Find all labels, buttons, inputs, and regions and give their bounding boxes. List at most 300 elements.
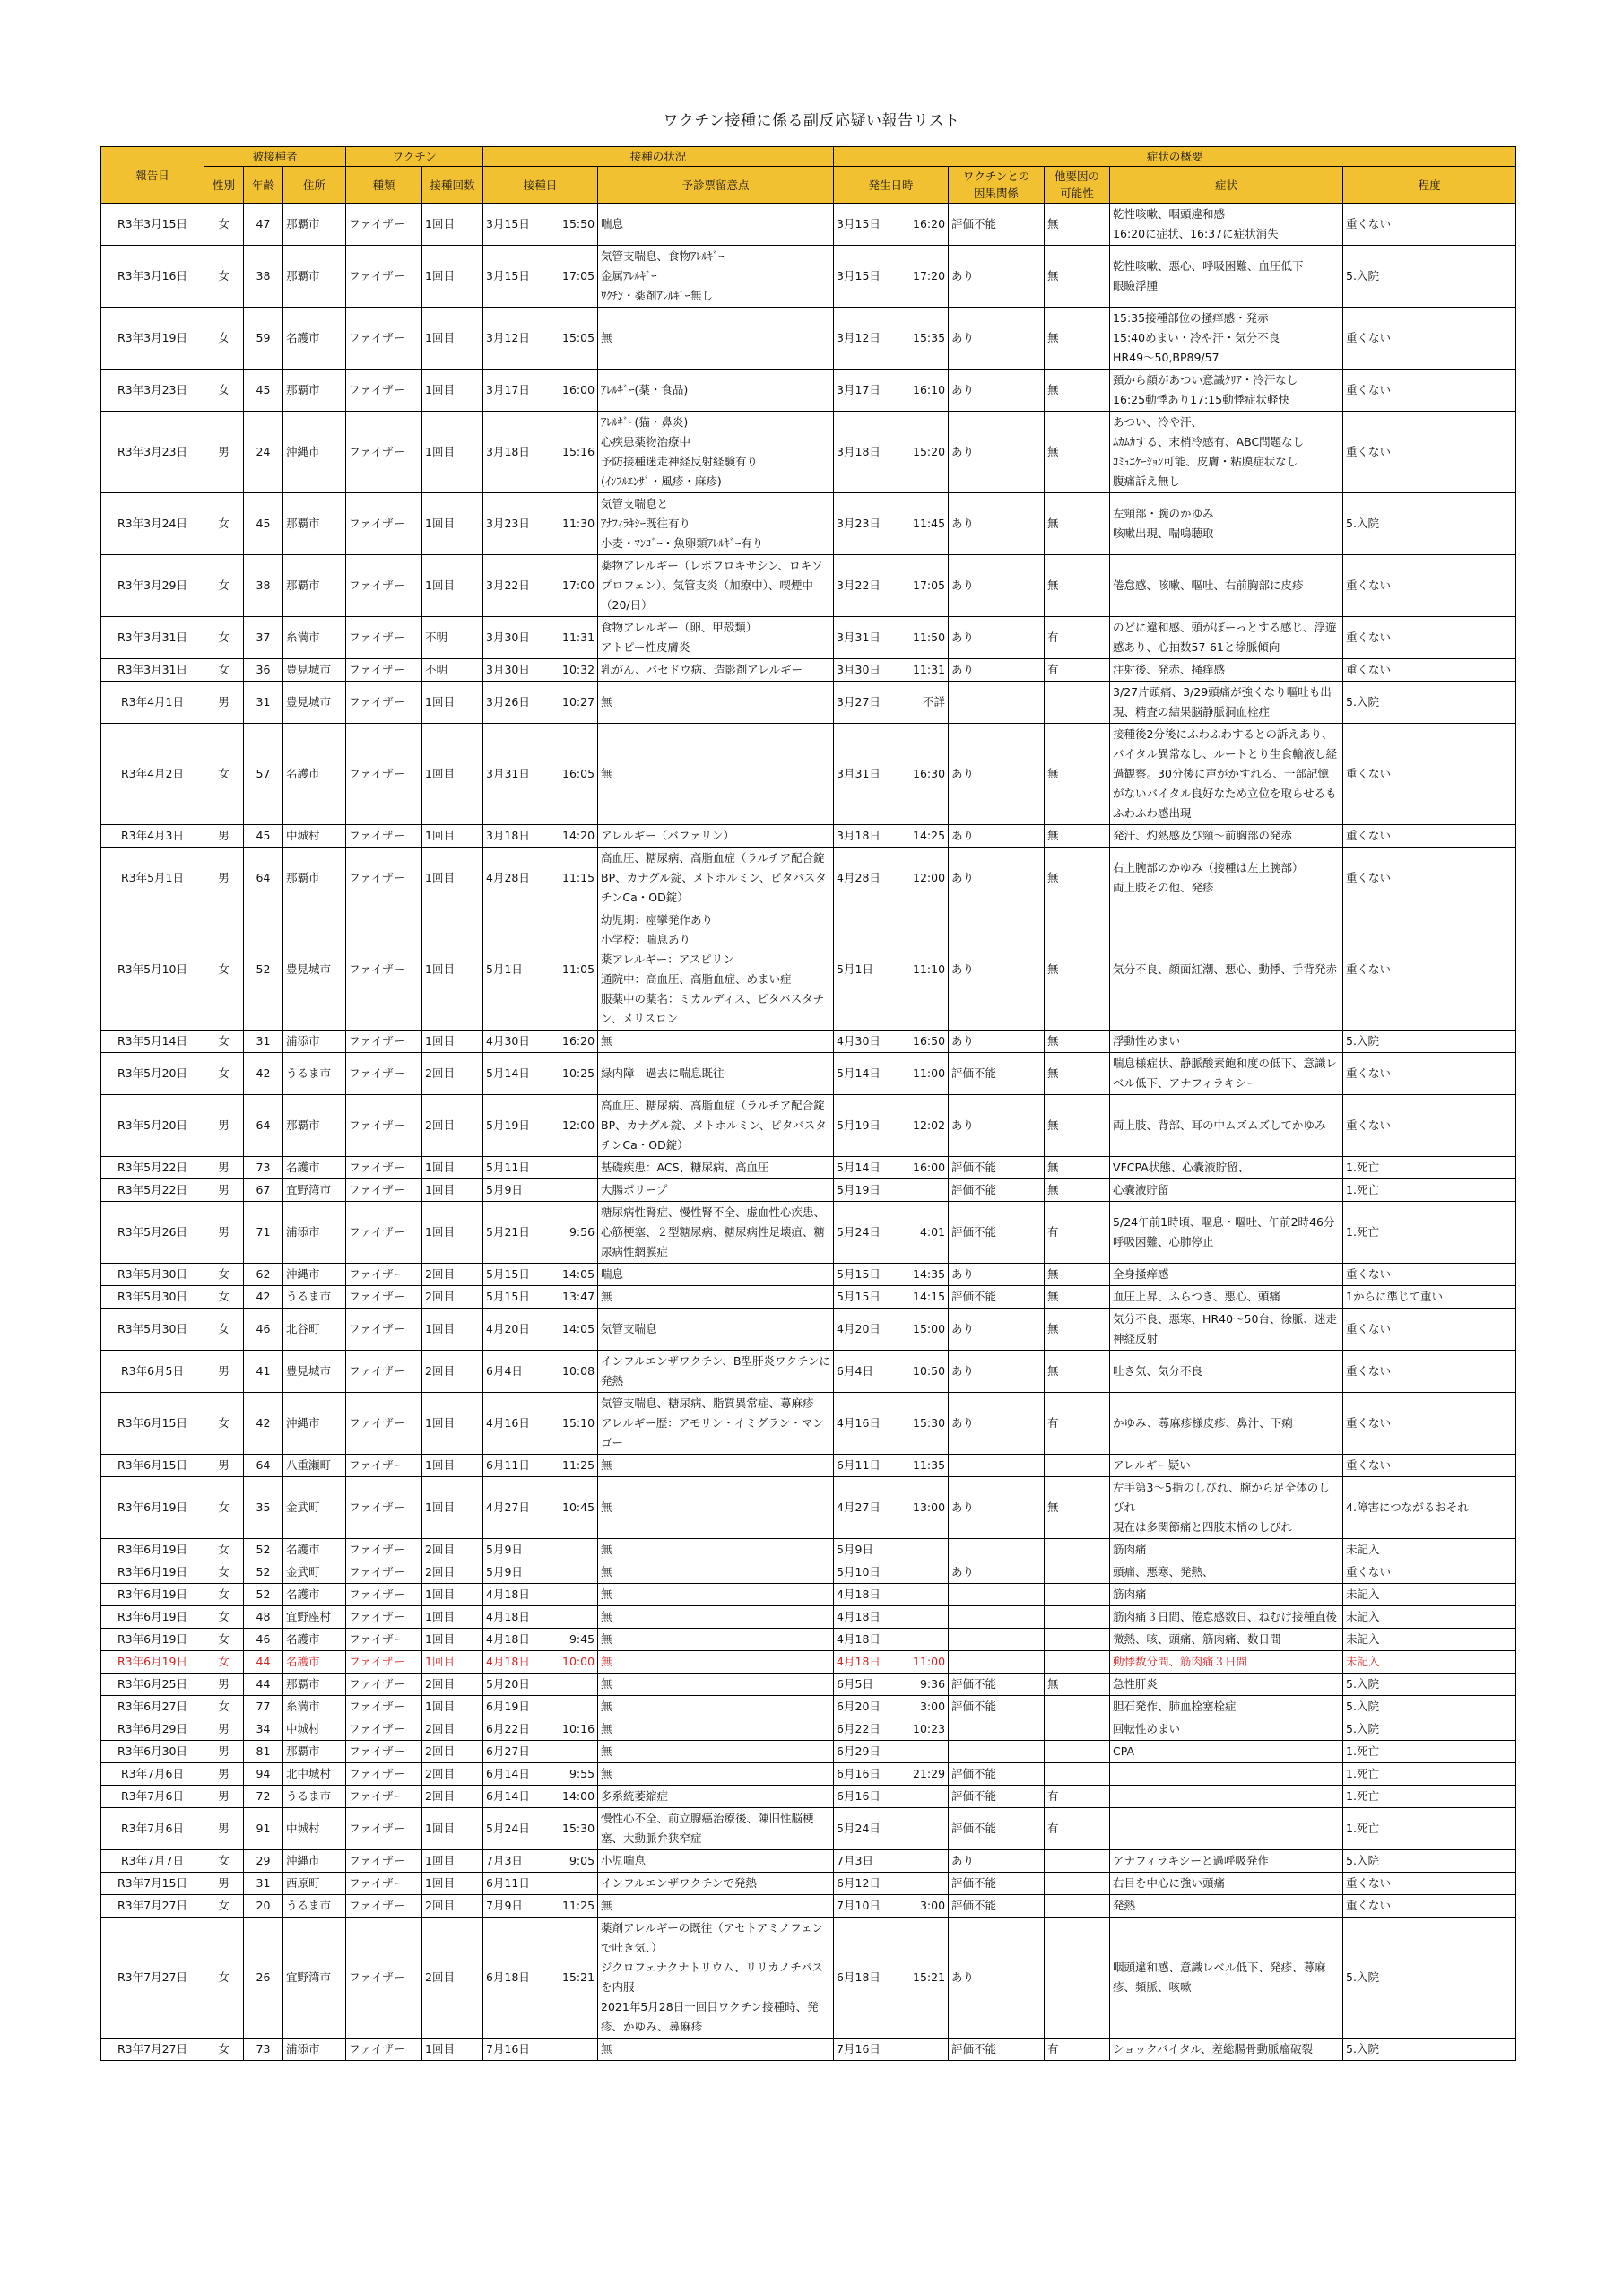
table-row [101,412,1516,493]
cell-causality: あり [949,1031,1045,1053]
cell-other-cause: 無 [1045,1674,1110,1696]
cell-age: 31 [244,1031,283,1053]
cell-address: うるま市 [283,1053,346,1095]
cell-symptom: 注射後、発赤、掻痒感 [1110,659,1343,682]
cell-age: 52 [244,909,283,1031]
cell-onset-day: 3月23日 [837,517,881,530]
cell-causality: あり [949,1918,1045,2039]
cell-dose: 1回目 [422,1584,483,1606]
cell-notes: 幼児期：痙攣発作あり 小学校：喘息あり 薬アレルギー：アスピリン 通院中：高血圧、高脂血症、めまい症 服薬中の薬名：ミカルディス、ピタバスタチン、メリスロン [598,909,834,1031]
cell-symptom: 喘息様症状、静脈酸素飽和度の低下、意識レベル低下、アナフィラキシー [1110,1053,1343,1095]
header-column-row [101,167,1516,204]
cell-address: 那覇市 [283,493,346,555]
table-row [101,1741,1516,1763]
cell-symptom: 筋肉痛３日間、倦怠感数日、ねむけ接種直後 [1110,1606,1343,1629]
cell-onset [834,1873,949,1895]
cell-onset-day: 3月12日 [837,331,881,344]
cell-vacc-date-day: 3月12日 [486,331,530,344]
cell-severity: 1.死亡 [1343,1157,1516,1179]
cell-onset [834,308,949,370]
table-row [101,1584,1516,1606]
cell-causality: あり [949,493,1045,555]
cell-vacc-date-day: 4月27日 [486,1500,530,1514]
cell-onset-day: 5月10日 [837,1565,881,1578]
cell-onset [834,370,949,412]
cell-notes: 気管支喘息、糖尿病、脂質異常症、蕁麻疹 アレルギー歴：アモリン・イミグラン・マンゴー [598,1393,834,1455]
cell-severity: 重くない [1343,909,1516,1031]
cell-sex: 男 [204,1157,244,1179]
cell-severity: 5.入院 [1343,1918,1516,2039]
cell-report-date: R3年7月6日 [101,1786,204,1808]
cell-symptom: 血圧上昇、ふらつき、悪心、頭痛 [1110,1286,1343,1309]
cell-address: 那覇市 [283,204,346,246]
cell-severity: 4.障害につながるおそれ [1343,1477,1516,1539]
header-group-symptom: 症状の概要 [834,147,1516,167]
cell-notes: 無 [598,1696,834,1718]
cell-report-date: R3年5月22日 [101,1179,204,1202]
cell-report-date: R3年3月31日 [101,617,204,659]
cell-sex: 女 [204,1696,244,1718]
cell-symptom: 頚から顔があつい意識ｸﾘｱ・冷汗なし 16:25動悸あり17:15動悸症状軽快 [1110,370,1343,412]
table-row [101,1202,1516,1264]
cell-vaccine-type: ファイザー [346,1741,422,1763]
cell-causality: あり [949,1850,1045,1873]
cell-severity: 未記入 [1343,1584,1516,1606]
cell-dose: 2回目 [422,1718,483,1741]
cell-vacc-date-day: 3月31日 [486,767,530,780]
cell-other-cause [1045,1696,1110,1718]
header-group-row [101,147,1516,167]
cell-report-date: R3年6月15日 [101,1393,204,1455]
cell-vacc-date-day: 5月15日 [486,1267,530,1281]
cell-onset-day: 6月16日 [837,1789,881,1803]
cell-onset-day: 7月3日 [837,1854,873,1867]
table-row [101,1053,1516,1095]
cell-sex: 男 [204,1786,244,1808]
cell-age: 52 [244,1539,283,1561]
cell-vacc-date-day: 3月15日 [486,269,530,283]
cell-address: 豊見城市 [283,682,346,724]
cell-vacc-date [483,825,598,848]
cell-vaccine-type: ファイザー [346,412,422,493]
cell-vacc-date-time: 11:15 [562,871,595,884]
cell-vaccine-type: ファイザー [346,1674,422,1696]
cell-vaccine-type: ファイザー [346,1455,422,1477]
cell-severity: 重くない [1343,1053,1516,1095]
cell-dose: 1回目 [422,1455,483,1477]
cell-address: うるま市 [283,1286,346,1309]
cell-severity: 重くない [1343,412,1516,493]
cell-causality [949,1539,1045,1561]
cell-onset [834,1202,949,1264]
cell-onset-day: 4月30日 [837,1034,881,1048]
cell-other-cause: 無 [1045,1179,1110,1202]
cell-vacc-date-day: 4月18日 [486,1655,530,1668]
cell-severity: 1.死亡 [1343,1202,1516,1264]
cell-onset-day: 5月19日 [837,1183,881,1196]
cell-vacc-date-time: 15:05 [562,331,595,344]
cell-vacc-date-day: 4月18日 [486,1610,530,1623]
cell-age: 26 [244,1918,283,2039]
cell-causality: 評価不能 [949,1808,1045,1850]
cell-dose: 1回目 [422,1651,483,1674]
cell-notes: 無 [598,1606,834,1629]
cell-vacc-date-time: 16:05 [562,767,595,780]
cell-other-cause: 無 [1045,1286,1110,1309]
cell-severity: 5.入院 [1343,2039,1516,2061]
cell-address: 糸満市 [283,1696,346,1718]
cell-onset [834,246,949,308]
cell-vacc-date-day: 5月24日 [486,1822,530,1835]
cell-onset-time: 10:50 [913,1364,946,1378]
cell-sex: 男 [204,1674,244,1696]
cell-vacc-date [483,370,598,412]
cell-vacc-date-day: 5月14日 [486,1066,530,1080]
cell-notes: 高血圧、糖尿病、高脂血症（ラルチア配合錠BP、カナグル錠、メトホルミン、ピタバスタチンCa・OD錠） [598,1095,834,1157]
cell-age: 34 [244,1718,283,1741]
cell-age: 31 [244,682,283,724]
cell-vaccine-type: ファイザー [346,1031,422,1053]
cell-sex: 男 [204,1873,244,1895]
cell-onset-time: 14:35 [913,1267,946,1281]
cell-onset [834,617,949,659]
cell-onset [834,1674,949,1696]
table-row [101,1918,1516,2039]
cell-onset-day: 3月22日 [837,578,881,592]
cell-sex: 女 [204,617,244,659]
cell-sex: 女 [204,370,244,412]
cell-onset-day: 6月20日 [837,1700,881,1713]
cell-severity: 重くない [1343,825,1516,848]
cell-notes: 無 [598,1718,834,1741]
cell-vacc-date [483,909,598,1031]
cell-age: 36 [244,659,283,682]
cell-symptom: 頭痛、悪寒、発熱、 [1110,1561,1343,1584]
cell-notes: 無 [598,1584,834,1606]
cell-vacc-date [483,1264,598,1286]
cell-onset [834,204,949,246]
cell-vaccine-type: ファイザー [346,1539,422,1561]
cell-vaccine-type: ファイザー [346,1606,422,1629]
cell-report-date: R3年5月26日 [101,1202,204,1264]
cell-sex: 男 [204,412,244,493]
cell-vaccine-type: ファイザー [346,1850,422,1873]
cell-onset [834,493,949,555]
cell-vacc-date-day: 3月23日 [486,517,530,530]
cell-other-cause [1045,1718,1110,1741]
cell-severity: 重くない [1343,617,1516,659]
table-row [101,493,1516,555]
cell-symptom: 乾性咳嗽、悪心、呼吸困難、血圧低下 眼瞼浮腫 [1110,246,1343,308]
cell-vacc-date-day: 4月18日 [486,1587,530,1601]
cell-sex: 男 [204,1808,244,1850]
cell-vaccine-type: ファイザー [346,1095,422,1157]
cell-vaccine-type: ファイザー [346,1763,422,1786]
cell-symptom: 5/24午前1時頃、嘔息・嘔吐、午前2時46分呼吸困難、心肺停止 [1110,1202,1343,1264]
cell-severity: 重くない [1343,1455,1516,1477]
cell-severity: 重くない [1343,204,1516,246]
header-notes: 予診票留意点 [598,167,834,204]
cell-onset-time: 11:31 [913,663,946,676]
header-report-date: 報告日 [101,147,204,204]
header-causality: ワクチンとの 因果関係 [949,167,1045,204]
cell-other-cause [1045,1918,1110,2039]
cell-onset [834,1264,949,1286]
cell-causality: あり [949,659,1045,682]
cell-dose: 1回目 [422,1696,483,1718]
cell-onset-day: 3月30日 [837,663,881,676]
table-row [101,1895,1516,1918]
cell-severity: 5.入院 [1343,1031,1516,1053]
cell-age: 24 [244,412,283,493]
header-address: 住所 [283,167,346,204]
cell-report-date: R3年5月22日 [101,1157,204,1179]
table-row [101,1031,1516,1053]
cell-causality: 評価不能 [949,1179,1045,1202]
cell-vaccine-type: ファイザー [346,1393,422,1455]
cell-other-cause: 無 [1045,825,1110,848]
cell-severity: 重くない [1343,1393,1516,1455]
cell-report-date: R3年5月30日 [101,1286,204,1309]
cell-vacc-date-time: 10:32 [562,663,595,676]
cell-report-date: R3年4月1日 [101,682,204,724]
cell-address: 西原町 [283,1873,346,1895]
cell-notes: 無 [598,724,834,825]
cell-other-cause [1045,1455,1110,1477]
cell-dose: 2回目 [422,1741,483,1763]
cell-vacc-date-time: 10:00 [562,1655,595,1668]
cell-vacc-date-time: 15:10 [562,1416,595,1430]
cell-vacc-date-time: 9:05 [568,1854,595,1867]
cell-dose: 2回目 [422,1763,483,1786]
cell-vacc-date-time: 14:05 [562,1267,595,1281]
cell-sex: 男 [204,1351,244,1393]
cell-vacc-date [483,246,598,308]
cell-vaccine-type: ファイザー [346,2039,422,2061]
cell-dose: 1回目 [422,308,483,370]
cell-vacc-date [483,1539,598,1561]
cell-causality: 評価不能 [949,1873,1045,1895]
cell-severity: 重くない [1343,370,1516,412]
cell-onset-time: 16:10 [913,383,946,396]
cell-dose: 1回目 [422,1629,483,1651]
cell-sex: 女 [204,1393,244,1455]
cell-other-cause [1045,1629,1110,1651]
cell-vacc-date-day: 6月27日 [486,1744,530,1758]
cell-dose: 1回目 [422,246,483,308]
cell-severity: 重くない [1343,1895,1516,1918]
cell-dose: 2回目 [422,1786,483,1808]
cell-vacc-date [483,1561,598,1584]
table-row [101,1095,1516,1157]
cell-other-cause [1045,1895,1110,1918]
cell-address: 豊見城市 [283,909,346,1031]
cell-report-date: R3年6月25日 [101,1674,204,1696]
cell-sex: 女 [204,555,244,617]
cell-vacc-date-day: 6月18日 [486,1970,530,1984]
cell-age: 45 [244,825,283,848]
cell-vacc-date [483,412,598,493]
cell-sex: 男 [204,682,244,724]
cell-vacc-date-time: 15:16 [562,445,595,458]
cell-vacc-date [483,1202,598,1264]
cell-causality [949,1606,1045,1629]
cell-dose: 1回目 [422,848,483,909]
cell-address: 那覇市 [283,1095,346,1157]
cell-age: 73 [244,2039,283,2061]
cell-notes: 無 [598,1561,834,1584]
cell-vacc-date-time: 14:05 [562,1322,595,1335]
cell-address: 那覇市 [283,370,346,412]
cell-vaccine-type: ファイザー [346,1786,422,1808]
cell-symptom: アレルギー疑い [1110,1455,1343,1477]
cell-dose: 2回目 [422,1895,483,1918]
cell-symptom: 3/27片頭痛、3/29頭痛が強くなり嘔吐も出現、精査の結果脳静脈洞血栓症 [1110,682,1343,724]
table-row [101,1674,1516,1696]
cell-notes: 薬物アレルギー（レボフロキサシン、ロキソプロフェン）、気管支炎（加療中）、喫煙中（20/日） [598,555,834,617]
cell-vacc-date-day: 3月17日 [486,383,530,396]
cell-dose: 1回目 [422,204,483,246]
cell-severity: 重くない [1343,308,1516,370]
cell-onset [834,555,949,617]
cell-onset-day: 3月17日 [837,383,881,396]
cell-address: 那覇市 [283,848,346,909]
cell-vacc-date-day: 7月3日 [486,1854,523,1867]
cell-report-date: R3年5月10日 [101,909,204,1031]
cell-onset [834,1651,949,1674]
table-row [101,909,1516,1031]
cell-vacc-date [483,1651,598,1674]
cell-causality: あり [949,617,1045,659]
cell-vacc-date [483,1674,598,1696]
cell-symptom: 発汗、灼熱感及び頸～前胸部の発赤 [1110,825,1343,848]
cell-causality: あり [949,1264,1045,1286]
cell-vaccine-type: ファイザー [346,1179,422,1202]
cell-symptom: のどに違和感、頭がぼーっとする感じ、浮遊感あり、心拍数57-61と徐脈傾向 [1110,617,1343,659]
cell-vacc-date-time: 12:00 [562,1118,595,1132]
cell-symptom: 筋肉痛 [1110,1539,1343,1561]
table-row [101,1309,1516,1351]
cell-age: 59 [244,308,283,370]
cell-notes: アレルギー（バファリン） [598,825,834,848]
cell-vacc-date [483,1741,598,1763]
cell-vacc-date [483,1584,598,1606]
cell-onset [834,1718,949,1741]
cell-notes: 無 [598,1741,834,1763]
cell-symptom [1110,1786,1343,1808]
cell-notes: 無 [598,1539,834,1561]
cell-vacc-date-time: 15:50 [562,217,595,230]
cell-other-cause: 無 [1045,1477,1110,1539]
cell-age: 64 [244,1095,283,1157]
cell-causality: あり [949,1477,1045,1539]
cell-report-date: R3年3月31日 [101,659,204,682]
cell-sex: 女 [204,1053,244,1095]
cell-age: 42 [244,1286,283,1309]
cell-onset-time: 11:10 [913,962,946,976]
cell-vacc-date-time: 14:00 [562,1789,595,1803]
cell-vaccine-type: ファイザー [346,1895,422,1918]
cell-sex: 女 [204,246,244,308]
cell-vaccine-type: ファイザー [346,1264,422,1286]
cell-vacc-date-day: 5月1日 [486,962,523,976]
cell-dose: 不明 [422,659,483,682]
cell-dose: 1回目 [422,370,483,412]
cell-sex: 女 [204,1477,244,1539]
cell-severity: 1.死亡 [1343,1786,1516,1808]
cell-causality: あり [949,825,1045,848]
cell-age: 41 [244,1351,283,1393]
cell-dose: 1回目 [422,1873,483,1895]
cell-onset-day: 5月9日 [837,1543,873,1556]
cell-notes: 無 [598,1629,834,1651]
cell-other-cause: 無 [1045,555,1110,617]
cell-symptom: 胆石発作、肺血栓塞栓症 [1110,1696,1343,1718]
cell-onset-day: 5月1日 [837,962,873,976]
cell-onset-day: 6月11日 [837,1458,881,1472]
cell-symptom: 発熱 [1110,1895,1343,1918]
cell-notes: 気管支喘息と ｱﾅﾌｨﾗｷｼｰ既往有り 小麦・ﾏﾝｺﾞｰ・魚卵類ｱﾚﾙｷﾞｰ有り [598,493,834,555]
cell-other-cause: 無 [1045,1053,1110,1095]
cell-vacc-date-day: 3月18日 [486,445,530,458]
cell-age: 31 [244,1873,283,1895]
cell-causality: 評価不能 [949,1895,1045,1918]
cell-report-date: R3年6月19日 [101,1584,204,1606]
cell-onset-time: 15:30 [913,1416,946,1430]
cell-notes: 小児喘息 [598,1850,834,1873]
cell-notes: 無 [598,1031,834,1053]
cell-report-date: R3年3月15日 [101,204,204,246]
cell-vacc-date-time: 10:25 [562,1066,595,1080]
cell-vacc-date-day: 5月11日 [486,1161,530,1174]
cell-notes: ｱﾚﾙｷﾞｰ(薬・食品) [598,370,834,412]
cell-age: 57 [244,724,283,825]
cell-symptom: 左頸部・腕のかゆみ 咳嗽出現、喘鳴聴取 [1110,493,1343,555]
cell-vacc-date-day: 4月16日 [486,1416,530,1430]
cell-vacc-date-time: 9:55 [568,1767,595,1780]
cell-address: 名護市 [283,1629,346,1651]
cell-causality: 評価不能 [949,1157,1045,1179]
cell-other-cause: 有 [1045,1202,1110,1264]
cell-onset-day: 5月24日 [837,1225,881,1239]
table-row [101,1786,1516,1808]
table-row [101,1873,1516,1895]
cell-other-cause: 無 [1045,370,1110,412]
cell-other-cause [1045,1873,1110,1895]
cell-vacc-date [483,1095,598,1157]
cell-age: 48 [244,1606,283,1629]
cell-severity: 5.入院 [1343,246,1516,308]
cell-onset-time: 15:35 [913,331,946,344]
header-symptom: 症状 [1110,167,1343,204]
cell-sex: 女 [204,308,244,370]
cell-vacc-date [483,1808,598,1850]
cell-vaccine-type: ファイザー [346,370,422,412]
cell-other-cause [1045,1539,1110,1561]
cell-sex: 女 [204,1850,244,1873]
cell-address: 中城村 [283,1718,346,1741]
cell-age: 45 [244,370,283,412]
cell-vacc-date [483,1606,598,1629]
cell-onset-day: 5月14日 [837,1161,881,1174]
cell-onset-day: 7月16日 [837,2042,881,2056]
cell-address: 那覇市 [283,1741,346,1763]
cell-onset [834,848,949,909]
cell-report-date: R3年7月6日 [101,1763,204,1786]
cell-vacc-date [483,1477,598,1539]
cell-vacc-date-day: 3月30日 [486,663,530,676]
cell-dose: 2回目 [422,1351,483,1393]
